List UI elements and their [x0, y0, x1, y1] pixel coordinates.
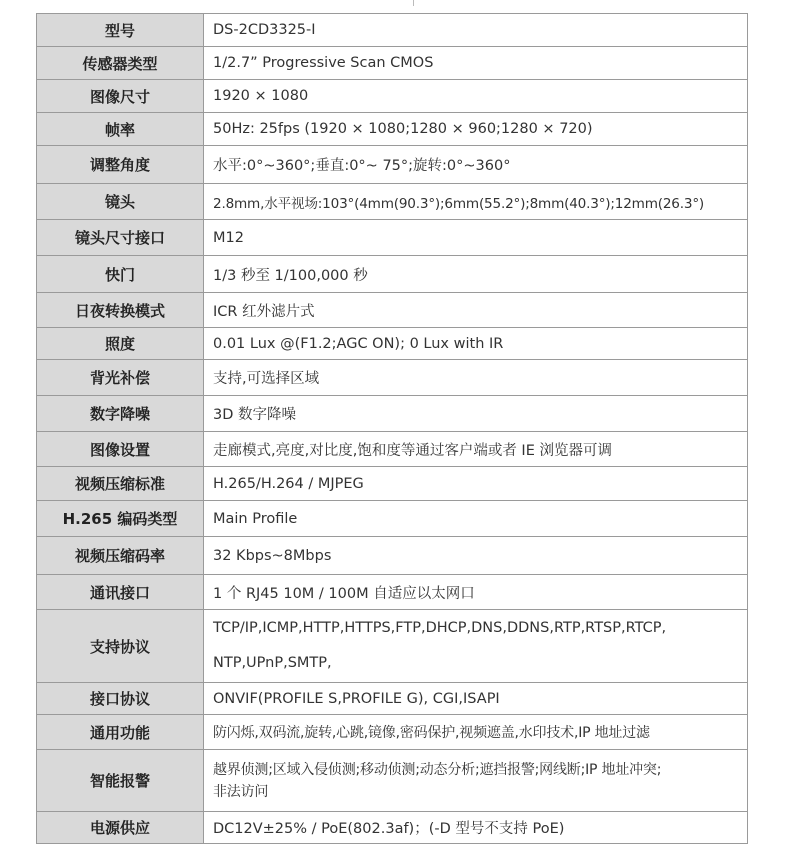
- table-row: [37, 256, 748, 293]
- row-value: 1/3 秒至 1/100,000 秒: [204, 256, 748, 293]
- table-row: [37, 501, 748, 537]
- row-value-line: TCP/IP,ICMP,HTTP,HTTPS,FTP,DHCP,DNS,DDNS,RTP,RTSP,RTCP,: [213, 620, 667, 636]
- table-row: [37, 220, 748, 256]
- table-row: [37, 537, 748, 575]
- row-value: 支持,可选择区域: [204, 360, 748, 396]
- table-row: [37, 467, 748, 501]
- row-value: 50Hz: 25fps (1920 × 1080;1280 × 960;1280 × 720): [204, 113, 748, 146]
- table-row: [37, 396, 748, 432]
- table-row: [37, 146, 748, 184]
- row-value: 1 个 RJ45 10M / 100M 自适应以太网口: [204, 575, 748, 610]
- table-row: [37, 14, 748, 47]
- table-row: [37, 575, 748, 610]
- table-row: [37, 715, 748, 750]
- row-value: [204, 610, 748, 683]
- table-row: [37, 683, 748, 715]
- row-value: 防闪烁,双码流,旋转,心跳,镜像,密码保护,视频遮盖,水印技术,IP 地址过滤: [204, 715, 748, 750]
- spec-table: [36, 13, 748, 844]
- row-label: 接口协议: [37, 683, 204, 715]
- row-value: 1/2.7” Progressive Scan CMOS: [204, 47, 748, 80]
- row-label: 电源供应: [37, 812, 204, 844]
- row-value-line: NTP,UPnP,SMTP,: [213, 655, 332, 671]
- row-value-line: 非法访问: [213, 783, 269, 800]
- row-label: 传感器类型: [37, 47, 204, 80]
- row-label: 背光补偿: [37, 360, 204, 396]
- row-value: 3D 数字降噪: [204, 396, 748, 432]
- row-label: 型号: [37, 14, 204, 47]
- row-label: 镜头: [37, 184, 204, 220]
- row-value: H.265/H.264 / MJPEG: [204, 467, 748, 501]
- top-divider-mark: [413, 0, 414, 6]
- table-row: [37, 113, 748, 146]
- table-row: [37, 80, 748, 113]
- row-value: [204, 750, 748, 812]
- table-row: [37, 328, 748, 360]
- row-label: 镜头尺寸接口: [37, 220, 204, 256]
- row-value: 水平:0°~360°;垂直:0°~ 75°;旋转:0°~360°: [204, 146, 748, 184]
- row-label: 快门: [37, 256, 204, 293]
- row-value: 1920 × 1080: [204, 80, 748, 113]
- row-label: 图像设置: [37, 432, 204, 467]
- row-value: 走廊模式,亮度,对比度,饱和度等通过客户端或者 IE 浏览器可调: [204, 432, 748, 467]
- row-label: 通讯接口: [37, 575, 204, 610]
- row-value: DC12V±25% / PoE(802.3af)；(-D 型号不支持 PoE): [204, 812, 748, 844]
- row-value: Main Profile: [204, 501, 748, 537]
- row-label: 图像尺寸: [37, 80, 204, 113]
- table-row: [37, 360, 748, 396]
- row-value: ONVIF(PROFILE S,PROFILE G), CGI,ISAPI: [204, 683, 748, 715]
- row-value: 2.8mm,水平视场:103°(4mm(90.3°);6mm(55.2°);8mm(40.3°);12mm(26.3°): [204, 184, 748, 220]
- row-label: 照度: [37, 328, 204, 360]
- table-row: [37, 750, 748, 812]
- row-label: 视频压缩标准: [37, 467, 204, 501]
- row-value: M12: [204, 220, 748, 256]
- row-label: H.265 编码类型: [37, 501, 204, 537]
- row-label: 智能报警: [37, 750, 204, 812]
- table-row: [37, 293, 748, 328]
- row-value: DS-2CD3325-I: [204, 14, 748, 47]
- row-label: 通用功能: [37, 715, 204, 750]
- row-label: 数字降噪: [37, 396, 204, 432]
- row-label: 调整角度: [37, 146, 204, 184]
- table-row: [37, 184, 748, 220]
- table-row: [37, 610, 748, 683]
- row-label: 日夜转换模式: [37, 293, 204, 328]
- table-row: [37, 812, 748, 844]
- row-value: 32 Kbps~8Mbps: [204, 537, 748, 575]
- table-row: [37, 432, 748, 467]
- row-value-line: 越界侦测;区域入侵侦测;移动侦测;动态分析;遮挡报警;网线断;IP 地址冲突;: [213, 761, 662, 778]
- row-label: 支持协议: [37, 610, 204, 683]
- row-value: 0.01 Lux @(F1.2;AGC ON); 0 Lux with IR: [204, 328, 748, 360]
- row-label: 视频压缩码率: [37, 537, 204, 575]
- row-label: 帧率: [37, 113, 204, 146]
- row-value: ICR 红外滤片式: [204, 293, 748, 328]
- table-row: [37, 47, 748, 80]
